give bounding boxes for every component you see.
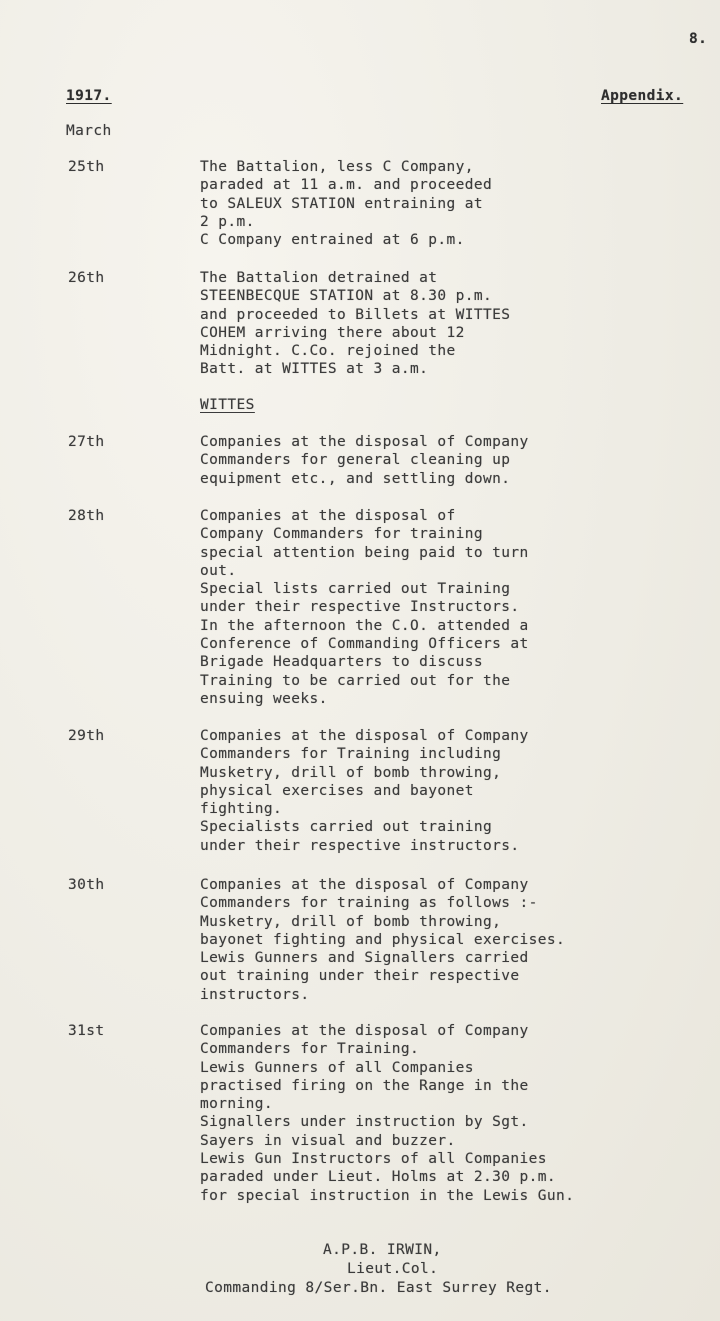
entry-text-29th: Companies at the disposal of Company Commanders for Training including Musketry, drill of bomb throwing, physical exercises and bayonet fighting. Specialists carried out training under their respective instructors.: [200, 728, 529, 854]
entry-text-31st: Companies at the disposal of Company Commanders for Training. Lewis Gunners of all Companies practised firing on the Range in the morning. Signallers under instruction by Sgt. Sayers in visual and buzzer. Lewis Gun Instructors of all Companies paraded under Lieut. Holms at 2.30 p.m. for special instruction in the Lewis Gun.: [200, 1023, 575, 1204]
page-number: 8.: [689, 31, 708, 47]
entry-date-31st: 31st: [68, 1023, 105, 1039]
appendix-label: Appendix.: [601, 88, 684, 104]
entry-date-29th: 29th: [68, 728, 105, 744]
entry-date-26th: 26th: [68, 270, 105, 286]
year-heading: 1917.: [66, 88, 112, 104]
signature-name: A.P.B. IRWIN,: [323, 1242, 442, 1258]
entry-text-27th: Companies at the disposal of Company Commanders for general cleaning up equipment etc., and settling down.: [200, 434, 529, 487]
entry-date-25th: 25th: [68, 159, 105, 175]
entry-text-26th: The Battalion detrained at STEENBECQUE STATION at 8.30 p.m. and proceeded to Billets at WITTES COHEM arriving there about 12 Midnight. C.Co. rejoined the Batt. at WITTES at 3 a.m.: [200, 270, 511, 378]
entry-text-30th: Companies at the disposal of Company Commanders for training as follows :- Musketry, drill of bomb throwing, bayonet fighting and physical exercises. Lewis Gunners and Signallers carried out training under their respective instructors.: [200, 877, 566, 1003]
entry-text-28th: Companies at the disposal of Company Commanders for training special attention being paid to turn out. Special lists carried out Training under their respective Instructors. In the afternoon the C.O. attended a Conference of Commanding Officers at Brigade Headquarters to discuss Training to be carried out for the ensuing weeks.: [200, 508, 529, 707]
month-label: March: [66, 123, 112, 139]
signature-command: Commanding 8/Ser.Bn. East Surrey Regt.: [205, 1280, 552, 1296]
entry-text-25th: The Battalion, less C Company, paraded at 11 a.m. and proceeded to SALEUX STATION entraining at 2 p.m. C Company entrained at 6 p.m.: [200, 159, 493, 249]
entry-date-30th: 30th: [68, 877, 105, 893]
entry-date-28th: 28th: [68, 508, 105, 524]
signature-rank: Lieut.Col.: [347, 1261, 439, 1277]
entry-date-27th: 27th: [68, 434, 105, 450]
location-heading: WITTES: [200, 397, 255, 413]
